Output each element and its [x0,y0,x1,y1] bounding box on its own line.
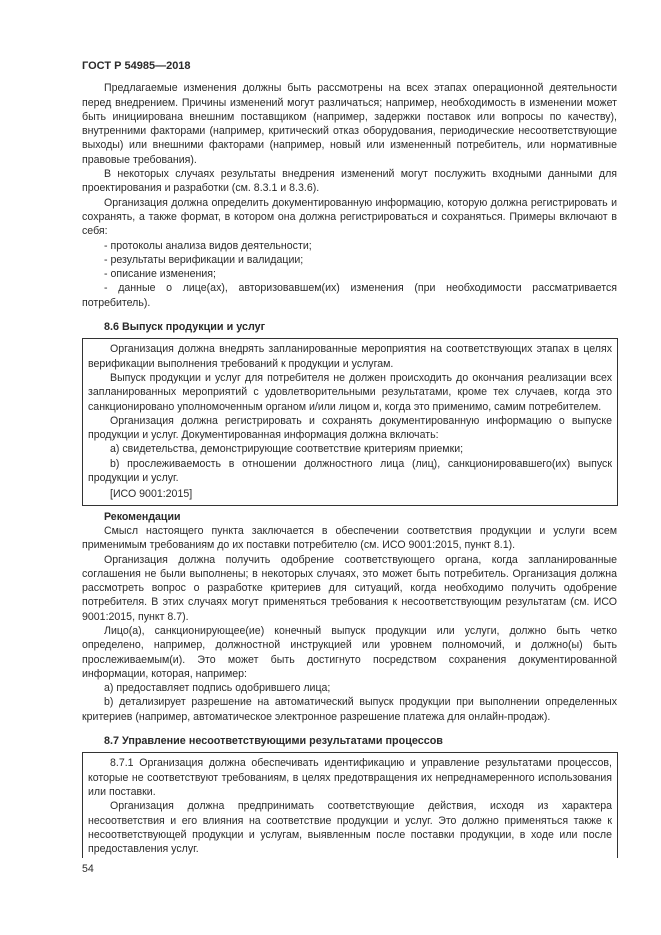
paragraph: В некоторых случаях результаты внедрения изменений могут послужить входными данными для проектирования и разработки (см. 8.3.1 и 8.3.6). [82,168,617,195]
page-number: 54 [82,863,94,876]
paragraph: Смысл настоящего пункта заключается в обеспечении соответствия продукции и услуги всем применимым требованиям до их поставки потребителю (см. ИСО 9001:2015, пункт 8.1). [82,524,617,552]
recommendations-title: Рекомендации [104,510,181,523]
list-item: - протоколы анализа видов деятельности; [104,239,312,252]
quoted-requirement-box [82,752,618,858]
paragraph: Организация должна внедрять запланированные мероприятия на соответствующих этапах в целях верификации выполнения требований к продукции и услугам. [88,343,612,370]
list-item: - описание изменения; [104,268,216,281]
paragraph: Организация должна получить одобрение соответствующего органа, когда запланированные соглашения не были выполнены; в некоторых случаях, это может быть потребитель. Организация должна рассмотреть вопрос о разработке критериев для ситуаций, когда необходимо получить одобрение потребителя. В этих случаях могут применяться требования к несоответствующим результатам (см. ИСО 9001:2015, пункт 8.7). [82,553,617,623]
paragraph: Предлагаемые изменения должны быть рассмотрены на всех этапах операционной деятельности перед внедрением. Причины изменений могут различаться; например, необходимость в изменении может быть инициирована внешним поставщиком (например, задержки поставок или вопросы по качеству), внутренними факторами (например, критический отказ оборудования, периодические несоответствующие выходы) или внешними факторами (например, новый или измененный потребитель, или нормативные правовые требования). [82,82,617,166]
recommendations-section [82,510,617,724]
section-heading-8-6: 8.6 Выпуск продукции и услуг [104,321,266,334]
paragraph: Лицо(а), санкционирующее(ие) конечный выпуск продукции или услуги, должно быть четко определено, например, должностной инструкцией или уровнем полномочий, и должно(ы) быть прослеживаемым(и). Это может быть достигнуто посредством сохранения документированной информации, которая, например: [82,624,617,680]
paragraph: 8.7.1 Организация должна обеспечивать идентификацию и управление результатами процессов, которые не соответствуют требованиям, в целях предотвращения их непреднамеренного использования или поставки. [88,757,612,798]
paragraph: Организация должна предпринимать соответствующие действия, исходя из характера несоответствия и его влияния на соответствие продукции и услуг. Это должно применяться также к несоответствующей продукции и услугам, выявленным после поставки продукции, в ходе или после предоставления услуг. [88,800,612,856]
intro-section [82,81,617,310]
quoted-requirement-box [82,338,618,505]
list-item: a) свидетельства, демонстрирующие соответствие критериям приемки; [110,443,464,456]
list-item: b) детализирует разрешение на автоматический выпуск продукции при выполнении определенных критериев (например, автоматическое электронное разрешение платежа для онлайн-продаж). [82,696,617,723]
list-item: b) прослеживаемость в отношении должностного лица (лиц), санкционировавшего(их) выпуск продукции и услуг. [88,457,612,485]
paragraph: Выпуск продукции и услуг для потребителя не должен происходить до окончания реализации всех запланированных мероприятий с удовлетворительными результатами, кроме тех случаев, когда это санкционировано уполномоченным органом и/или лицом и, когда это применимо, самим потребителем. [88,371,612,413]
section-heading-8-7: 8.7 Управление несоответствующими результатами процессов [104,735,443,748]
list-item: - данные о лице(ах), авторизовавшем(их) изменения (при необходимости рассматривается потребитель). [82,282,617,309]
list-item: - результаты верификации и валидации; [104,253,304,266]
paragraph: Организация должна определить документированную информацию, которую должна регистрировать и сохранять, а также формат, в котором она должна регистрироваться и сохраняться. Примеры включают в себя: [82,196,617,238]
list-item: a) предоставляет подпись одобрившего лица; [104,682,331,695]
paragraph: Организация должна регистрировать и сохранять документированную информацию о выпуске продукции и услуг. Документированная информация должна включать: [88,414,612,442]
reference: [ИСО 9001:2015] [110,488,193,501]
document-header: ГОСТ Р 54985—2018 [82,60,191,72]
